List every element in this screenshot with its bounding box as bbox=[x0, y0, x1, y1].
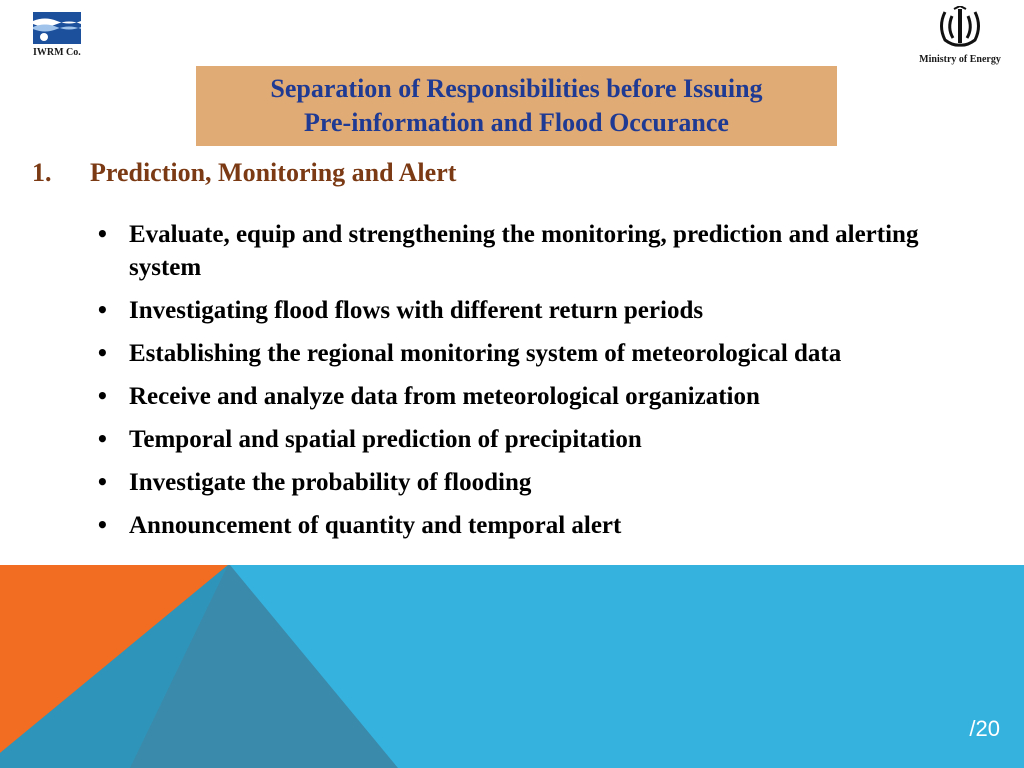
list-item: • Receive and analyze data from meteorological organization bbox=[96, 380, 976, 413]
water-wave-logo-icon bbox=[33, 12, 81, 44]
iwrm-caption: IWRM Co. bbox=[33, 47, 81, 58]
ministry-logo bbox=[910, 6, 1010, 65]
section-number: 1. bbox=[32, 158, 52, 187]
page-number: /20 bbox=[969, 716, 1000, 741]
slide-title bbox=[270, 72, 762, 140]
title-line-1: Separation of Responsibilities before Issuing bbox=[270, 74, 763, 103]
emblem-logo-icon bbox=[937, 6, 983, 48]
title-line-2: Pre-information and Flood Occurance bbox=[304, 108, 729, 137]
iwrm-logo bbox=[33, 12, 89, 58]
list-item: • Announcement of quantity and temporal alert bbox=[96, 509, 976, 542]
list-item: • Evaluate, equip and strengthening the monitoring, prediction and alerting system bbox=[96, 218, 976, 284]
list-item: • Establishing the regional monitoring system of meteorological data bbox=[96, 337, 976, 370]
list-item: • Temporal and spatial prediction of precipitation bbox=[96, 423, 976, 456]
list-item: • Investigate the probability of flooding bbox=[96, 466, 976, 499]
section-title: Prediction, Monitoring and Alert bbox=[90, 158, 457, 187]
ministry-caption: Ministry of Energy bbox=[919, 54, 1001, 65]
section-heading bbox=[32, 158, 456, 188]
bullet-list bbox=[96, 218, 976, 552]
footer-decoration bbox=[0, 565, 1024, 768]
title-banner bbox=[196, 66, 837, 146]
list-item: • Investigating flood flows with different return periods bbox=[96, 294, 976, 327]
